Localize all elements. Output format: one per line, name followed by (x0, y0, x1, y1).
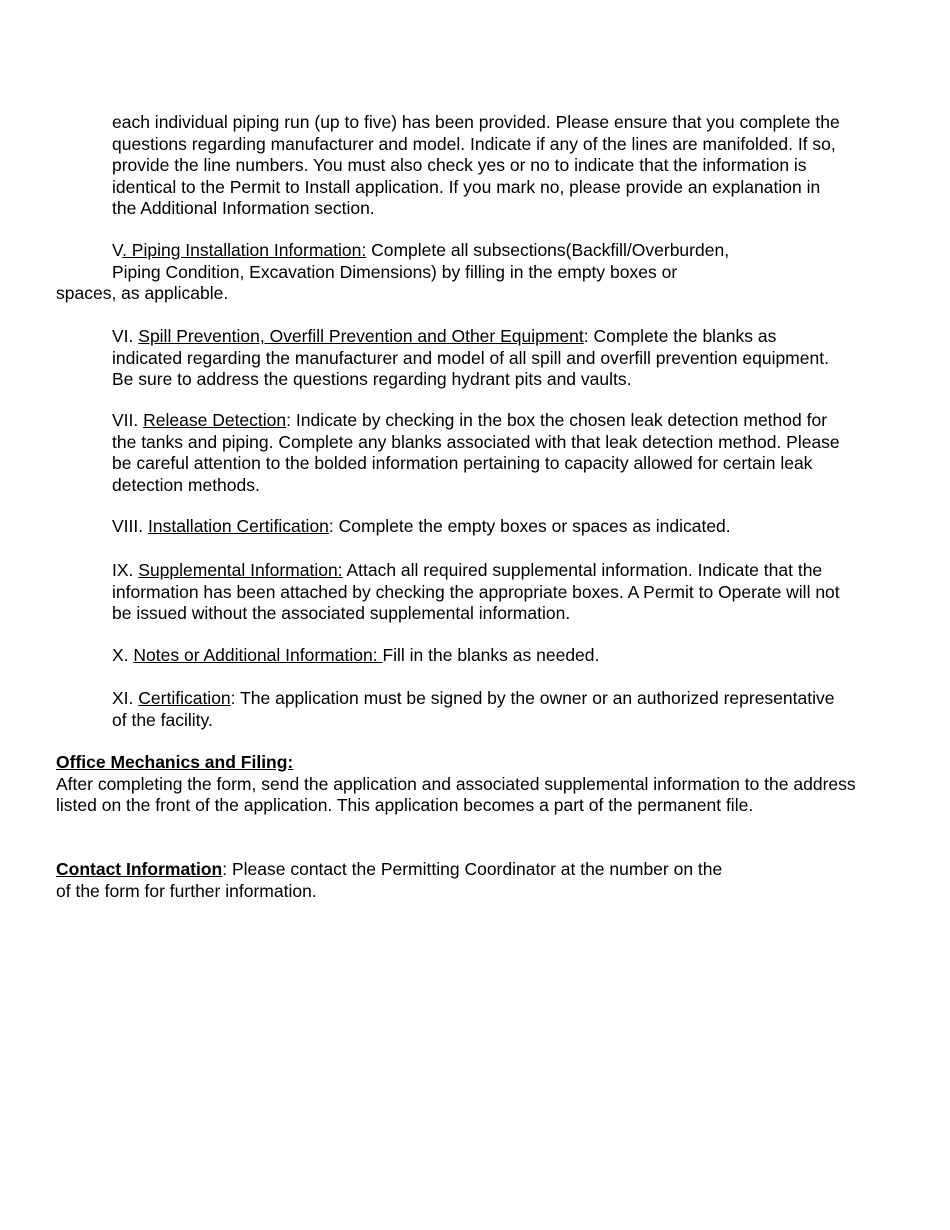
section-viii-body: : Complete the empty boxes or spaces as indicated. (328, 516, 731, 536)
section-ix-body: Attach all required supplemental information. Indicate that the information has been attached by checking the appropriate boxes. A Permit to Operate will not be issued without the associated supplemental information. (112, 560, 840, 623)
section-ix-number: IX. (112, 560, 139, 580)
section-viii-title: Installation Certification (147, 516, 329, 536)
section-viii (112, 516, 842, 538)
section-vii-title: Release Detection (143, 410, 287, 430)
section-v (112, 240, 842, 283)
section-vi-title: Spill Prevention, Overfill Prevention and Other Equipment (138, 326, 584, 346)
section-xi-body: : The application must be signed by the owner or an authorized representative of the facility. (112, 688, 835, 730)
section-vi-number: VI. (112, 326, 139, 346)
section-x-body: Fill in the blanks as needed. (382, 645, 600, 665)
section-xi (112, 688, 842, 731)
contact-section (56, 859, 856, 902)
section-xi-number: XI. (112, 688, 139, 708)
section-xi-title: Certification (138, 688, 231, 708)
section-x (112, 645, 842, 667)
section-v-title: . Piping Installation Information: (122, 240, 367, 260)
contact-line2: of the form for further information. (56, 880, 317, 901)
section-x-title: Notes or Additional Information: (133, 645, 383, 665)
office-body: After completing the form, send the application and associated supplemental information to the address listed on the front of the application. This application becomes a part of the permanent file. (56, 773, 856, 815)
section-x-number: X. (112, 645, 134, 665)
contact-heading: Contact Information (56, 859, 223, 879)
section-vii-body: : Indicate by checking in the box the chosen leak detection method for the tanks and piping. Complete any blanks associated with that leak detection method. Please be careful attention to the bolded information pertaining to capacity allowed for certain leak detection methods. (112, 410, 840, 495)
section-vii-number: VII. (112, 410, 144, 430)
contact-line1: : Please contact the Permitting Coordinator at the number on the (222, 859, 723, 879)
section-v-body-line1: Complete all subsections(Backfill/Overburden, (366, 240, 730, 260)
section-viii-number: VIII. (112, 516, 148, 536)
section-vi (112, 326, 842, 391)
section-v-number: V (112, 240, 123, 260)
section-v-body-line2: Piping Condition, Excavation Dimensions) by filling in the empty boxes or (112, 261, 678, 282)
section-ix (112, 560, 842, 625)
office-section (56, 752, 856, 817)
section-vii (112, 410, 842, 496)
section-vi-body: : Complete the blanks as indicated regarding the manufacturer and model of all spill and overfill prevention equipment. Be sure to address the questions regarding hydrant pits and vaults. (112, 326, 829, 389)
section-ix-title: Supplemental Information: (138, 560, 343, 580)
office-heading: Office Mechanics and Filing: (56, 752, 294, 772)
intro-paragraph: each individual piping run (up to five) has been provided. Please ensure that you complete the questions regarding manufacturer and model. Indicate if any of the lines are manifolded. If so, provide the line numbers. You must also check yes or no to indicate that the information is identical to the Permit to Install application. If you mark no, please provide an explanation in the Additional Information section. (112, 112, 840, 218)
section-v-body-line3: spaces, as applicable. (56, 283, 229, 303)
